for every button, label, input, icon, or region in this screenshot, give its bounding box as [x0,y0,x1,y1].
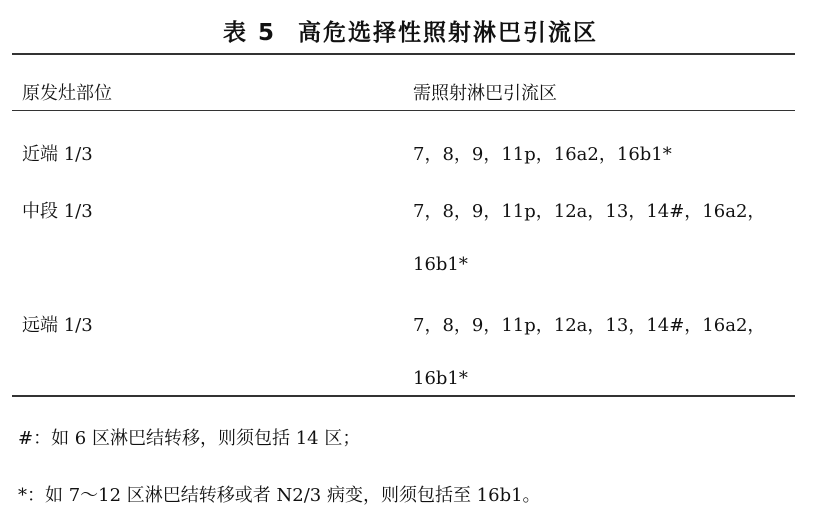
table-number: 表 5 [222,20,276,46]
bottom-rule [12,395,795,397]
row-distal-areas-line1: 7，8，9，11p，12a，13，14#，16a2， [413,315,766,336]
row-distal-site: 远端 1/3 [22,315,93,336]
row-proximal-site: 近端 1/3 [22,144,93,165]
row-proximal-areas: 7，8，9，11p，16a2，16b1* [413,144,672,165]
row-distal-areas-line2: 16b1* [413,368,468,389]
top-rule [12,53,795,55]
footnote-asterisk: *：如 7～12 区淋巴结转移或者 N2/3 病变，则须包括至 16b1。 [18,485,541,506]
row-middle-site: 中段 1/3 [22,201,93,222]
row-middle-areas-line1: 7，8，9，11p，12a，13，14#，16a2， [413,201,766,222]
header-primary-site: 原发灶部位 [22,83,112,104]
footnote-hash: #：如 6 区淋巴结转移，则须包括 14 区； [18,428,361,449]
row-middle-areas-line2: 16b1* [413,254,468,275]
header-irradiation-areas: 需照射淋巴引流区 [413,83,557,104]
table-title-text: 高危选择性照射淋巴引流区 [298,20,598,46]
header-rule [12,110,795,111]
table-title [0,14,821,47]
